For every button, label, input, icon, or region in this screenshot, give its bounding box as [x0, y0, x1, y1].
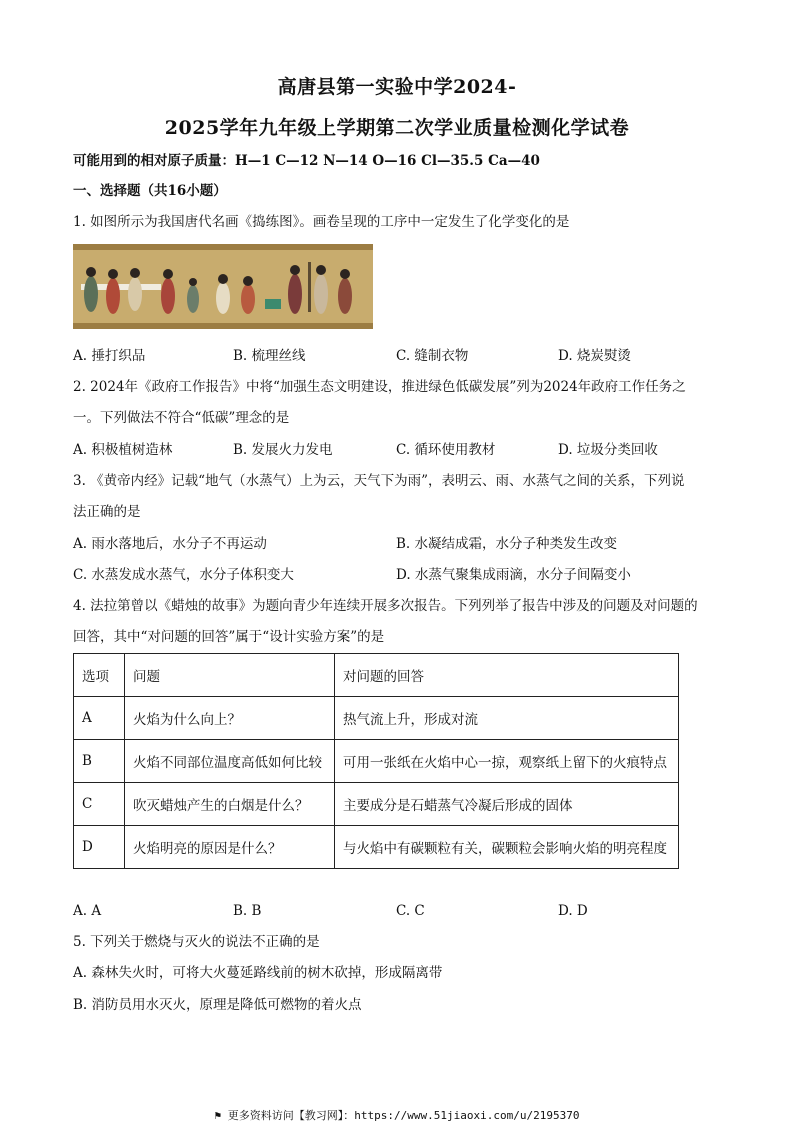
q1-option-c: C. 缝制衣物 [396, 348, 469, 364]
q2-option-b: B. 发展火力发电 [233, 442, 333, 458]
table-cell: 可用一张纸在火焰中心一掠，观察纸上留下的火痕特点 [335, 740, 679, 783]
table-header-cell: 对问题的回答 [335, 654, 679, 697]
table-cell: A [74, 697, 125, 740]
q4-option-c: C. C [396, 903, 425, 919]
q5-option-b: B. 消防员用水灭火，原理是降低可燃物的着火点 [73, 997, 362, 1013]
exam-title-line1: 高唐县第一实验中学2024- [277, 76, 517, 98]
table-row [74, 740, 679, 783]
q4-option-d: D. D [558, 903, 588, 919]
q3-option-d: D. 水蒸气聚集成雨滴，水分子间隔变小 [396, 567, 631, 583]
q5-option-a: A. 森林失火时，可将大火蔓延路线前的树木砍掉，形成隔离带 [73, 965, 443, 981]
footer-link[interactable] [0, 1107, 794, 1123]
q1-option-b: B. 梳理丝线 [233, 348, 306, 364]
table-header-cell: 选项 [74, 654, 125, 697]
table-cell: 主要成分是石蜡蒸气冷凝后形成的固体 [335, 783, 679, 826]
q4-table [73, 653, 679, 869]
table-cell: 热气流上升，形成对流 [335, 697, 679, 740]
atomic-masses: 可能用到的相对原子质量：H—1 C—12 N—14 O—16 Cl—35.5 Ca—40 [73, 153, 540, 169]
table-cell: 火焰明亮的原因是什么？ [125, 826, 335, 869]
q3-option-c: C. 水蒸发成水蒸气，水分子体积变大 [73, 567, 294, 583]
table-cell: B [74, 740, 125, 783]
q3-option-b: B. 水凝结成霜，水分子种类发生改变 [396, 536, 618, 552]
table-row [74, 783, 679, 826]
table-cell: 吹灭蜡烛产生的白烟是什么？ [125, 783, 335, 826]
q4-stem-line1: 4. 法拉第曾以《蜡烛的故事》为题向青少年连续开展多次报告。下列列举了报告中涉及的问题及对问题的 [73, 598, 698, 614]
table-row [74, 826, 679, 869]
q1-option-a: A. 捶打织品 [73, 348, 146, 364]
table-cell: 与火焰中有碳颗粒有关，碳颗粒会影响火焰的明亮程度 [335, 826, 679, 869]
table-cell: D [74, 826, 125, 869]
flag-icon: ⚑ [214, 1109, 222, 1122]
q3-stem-line1: 3. 《黄帝内经》记载“地气（水蒸气）上为云，天气下为雨”，表明云、雨、水蒸气之间的关系，下列说 [73, 473, 685, 489]
footer-text: 更多资料访问【教习网】：https://www.51jiaoxi.com/u/2195370 [227, 1109, 580, 1122]
tang-painting-image [73, 244, 373, 329]
q4-option-a: A. A [73, 903, 102, 919]
q3-stem-line2: 法正确的是 [73, 504, 141, 520]
table-cell: 火焰不同部位温度高低如何比较 [125, 740, 335, 783]
table-cell: 火焰为什么向上？ [125, 697, 335, 740]
table-cell: C [74, 783, 125, 826]
q4-stem-line2: 回答，其中“对问题的回答”属于“设计实验方案”的是 [73, 629, 385, 645]
q5-stem: 5. 下列关于燃烧与灭火的说法不正确的是 [73, 934, 320, 950]
q2-option-c: C. 循环使用教材 [396, 442, 496, 458]
q3-option-a: A. 雨水落地后，水分子不再运动 [73, 536, 267, 552]
q2-option-d: D. 垃圾分类回收 [558, 442, 658, 458]
q2-stem-line1: 2. 2024年《政府工作报告》中将“加强生态文明建设，推进绿色低碳发展”列为2024年政府工作任务之 [73, 379, 686, 395]
section-heading: 一、选择题（共16小题） [73, 183, 227, 199]
q2-option-a: A. 积极植树造林 [73, 442, 173, 458]
table-row [74, 697, 679, 740]
table-header-row [74, 654, 679, 697]
q2-stem-line2: 一。下列做法不符合“低碳”理念的是 [73, 410, 290, 426]
exam-title-line2: 2025学年九年级上学期第二次学业质量检测化学试卷 [164, 117, 630, 139]
table-header-cell: 问题 [125, 654, 335, 697]
q1-option-d: D. 烧炭熨烫 [558, 348, 631, 364]
q1-stem: 1. 如图所示为我国唐代名画《捣练图》。画卷呈现的工序中一定发生了化学变化的是 [73, 214, 570, 230]
q4-option-b: B. B [233, 903, 262, 919]
